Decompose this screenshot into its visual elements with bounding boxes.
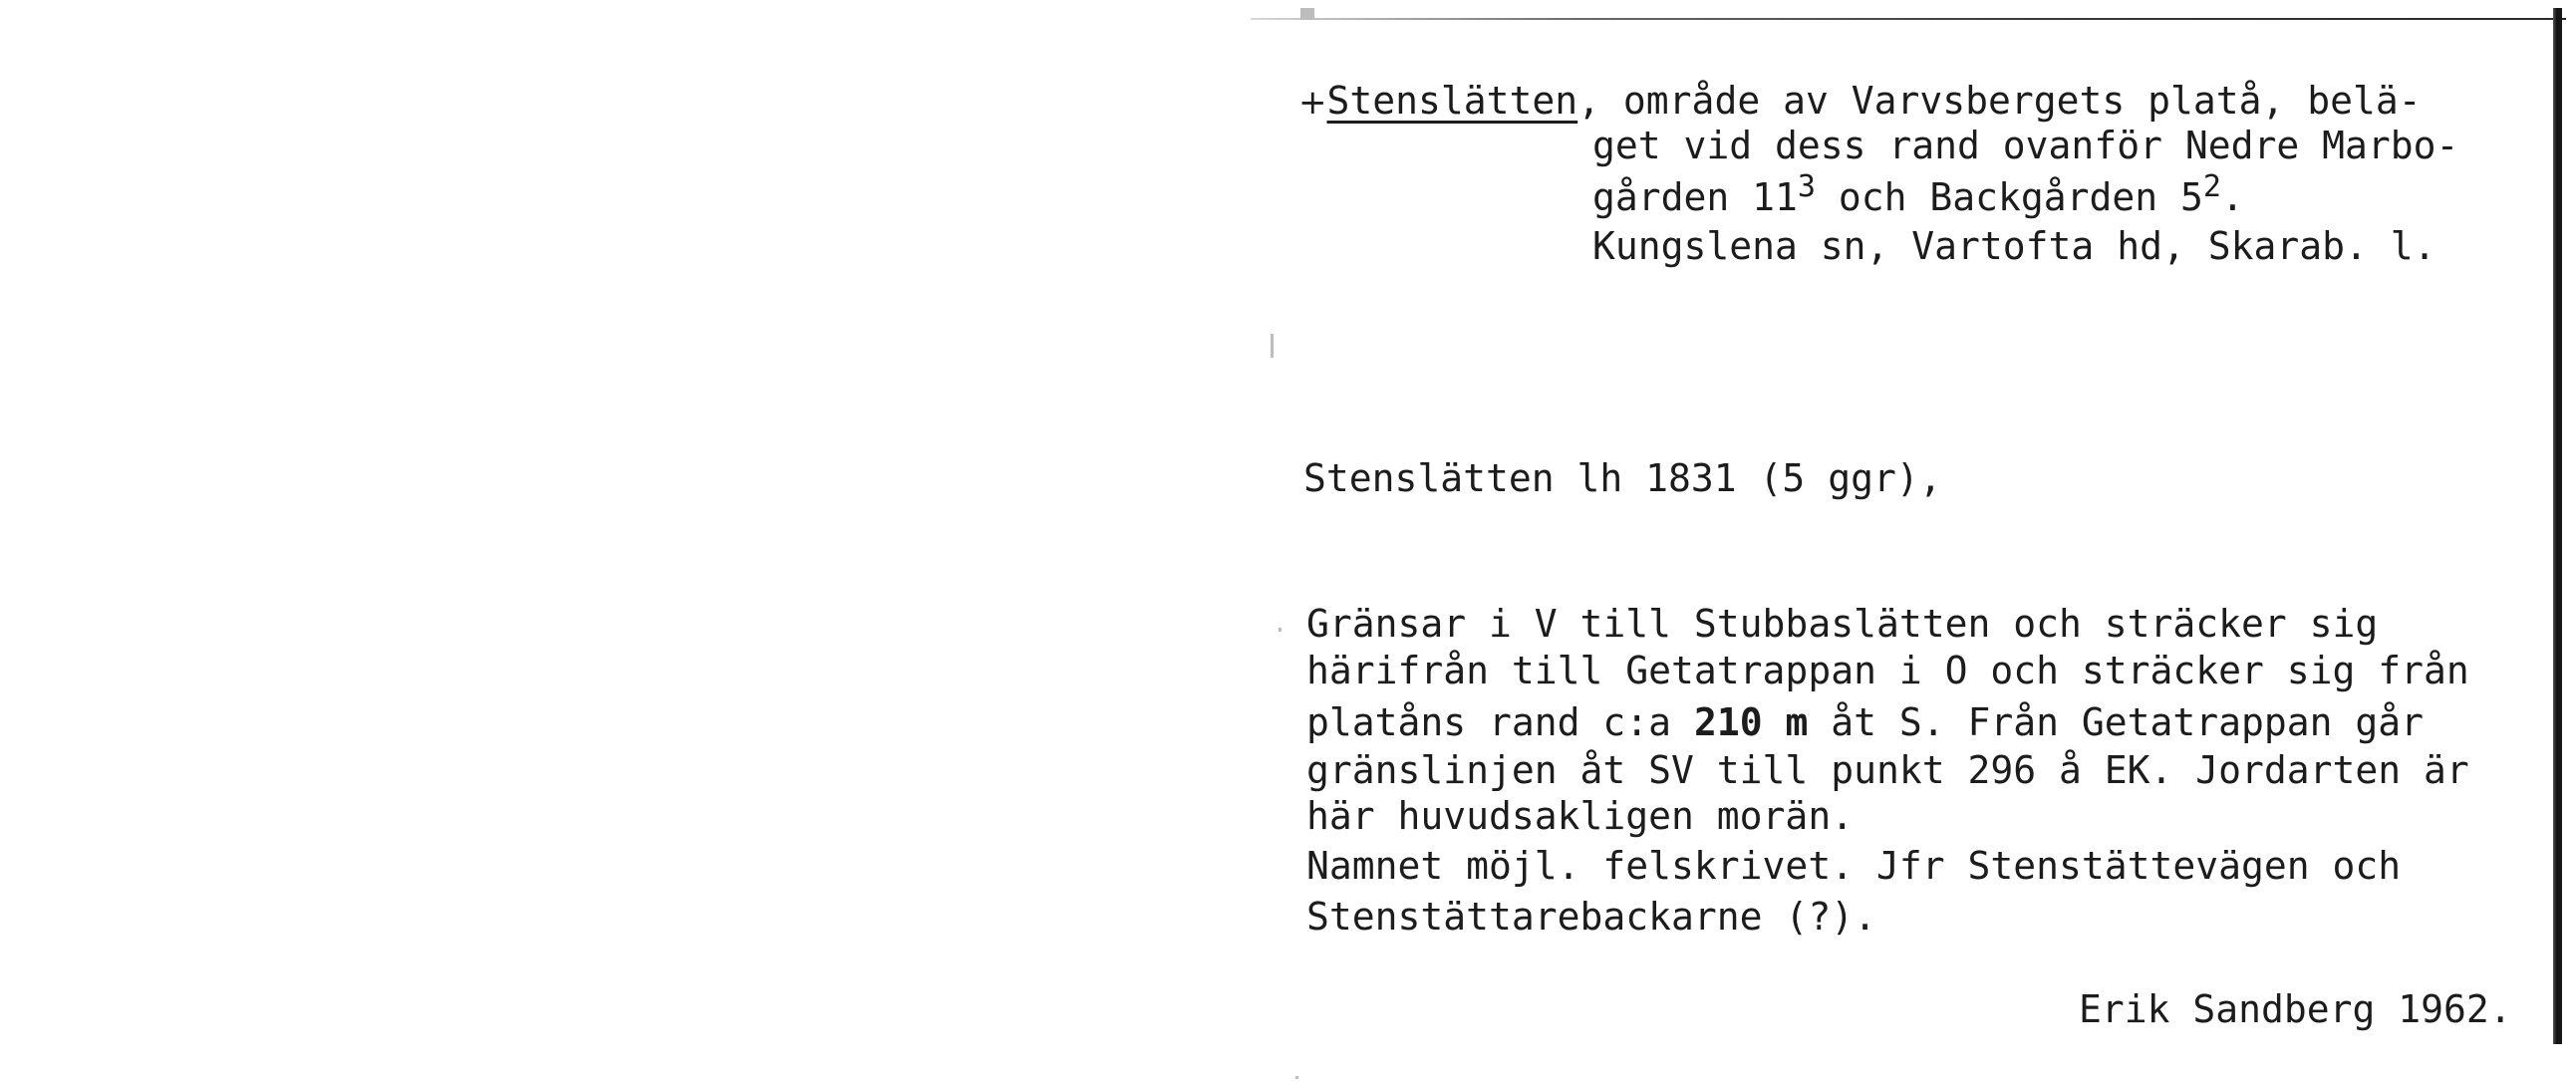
superscript-3: 3 [1797,169,1816,204]
scan-speck [1295,1076,1298,1079]
entry-line-3b: och Backgården 5 [1815,175,2203,219]
description-line-1: Gränsar i V till Stubbaslätten och sträcker sig [1306,602,2379,646]
description-line-2: härifrån till Getatrappan i O och sträcker sig från [1306,649,2469,692]
headword: Stenslätten [1326,79,1578,123]
description-line-3 [1306,699,2424,746]
scan-speck [1300,8,1314,20]
signature: Erik Sandberg 1962. [2079,987,2512,1031]
description-line-3b: åt S. Från Getatrappan går [1808,700,2425,744]
description-line-6: Namnet möjl. felskrivet. Jfr Stenstättevägen och [1306,844,2402,888]
source-line: Stenslätten lh 1831 (5 ggr), [1303,456,1942,500]
scan-speck [1271,334,1274,358]
entry-line-4: Kungslena sn, Vartofta hd, Skarab. l. [1592,224,2436,268]
description-line-7: Stenstättarebackarne (?). [1306,895,1876,939]
entry-line-2: get vid dess rand ovanför Nedre Marbo- [1592,124,2459,167]
description-line-4: gränslinjen åt SV till punkt 296 å EK. Jordarten är [1306,748,2469,792]
entry-line-3a: gården 11 [1592,175,1798,219]
superscript-2: 2 [2202,169,2221,204]
entry-line-3 [1592,169,2244,221]
distance-value: 210 m [1693,700,1809,744]
card-right-edge [2553,8,2562,1044]
card-top-edge [1251,18,2566,20]
entry-line-3c: . [2220,175,2244,219]
entry-line-1 [1298,78,2422,127]
description-line-5: här huvudsakligen morän. [1306,794,1855,838]
cross-marker: + [1298,83,1327,123]
description-line-3a: platåns rand c:a [1306,700,1694,744]
entry-line-1-text: , område av Varvsbergets platå, belä- [1577,79,2422,123]
scan-speck [1279,628,1282,632]
